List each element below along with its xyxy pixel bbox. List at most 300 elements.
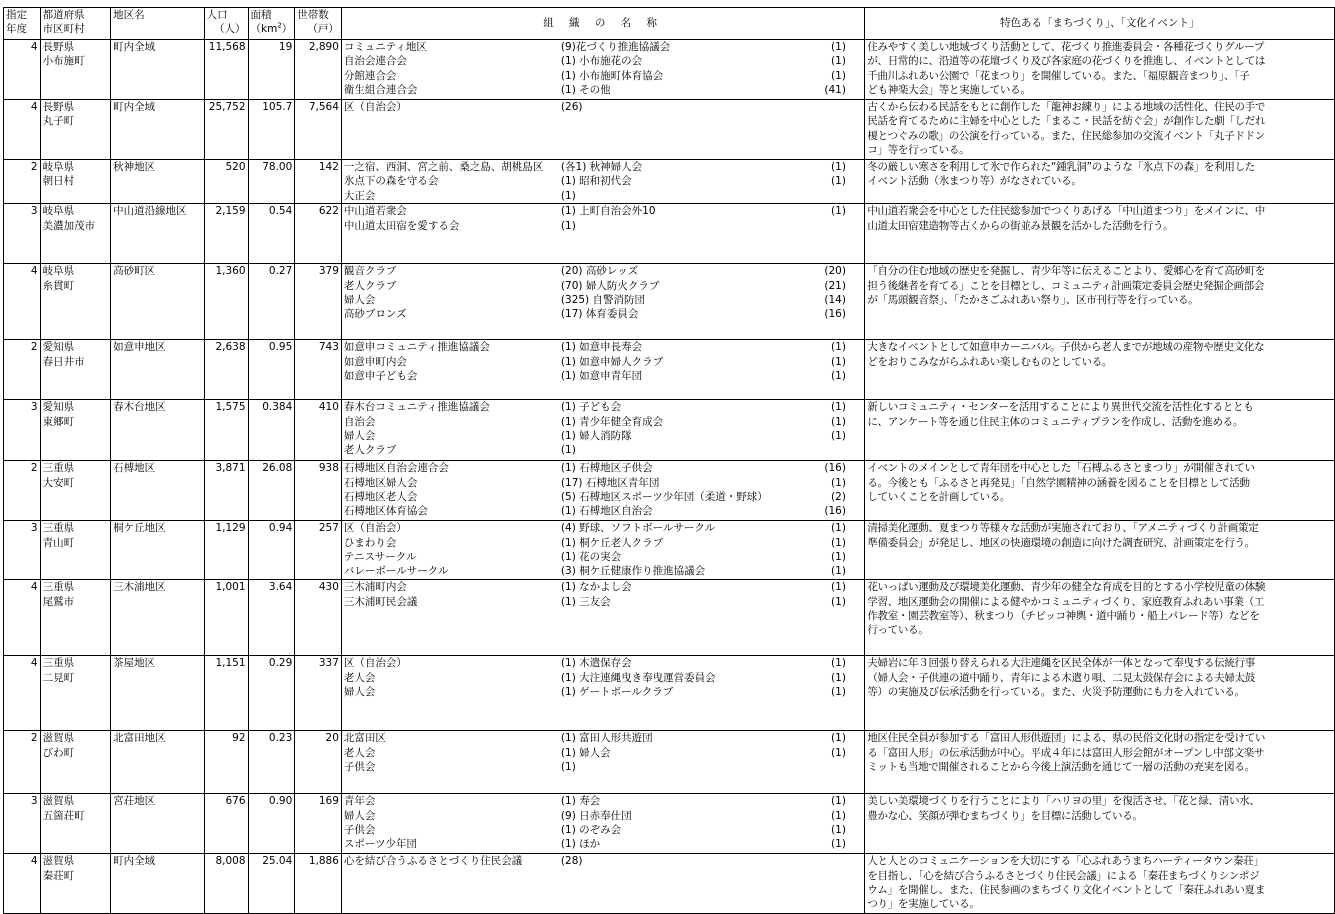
header-population-line1: 人口 (206, 9, 228, 21)
municipality-name: 秦荘町 (42, 869, 75, 882)
population-value: 1,360 (215, 265, 246, 278)
population-value: 1,575 (215, 401, 246, 414)
feature-text-line: （婦人会・子供連の道中踊り、青年による木遣り唄、二見太鼓保存会による夫婦太鼓 (867, 671, 1255, 684)
org-name: 区（自治会） (343, 522, 407, 535)
org-line (344, 279, 862, 293)
district-name: 秋神地区 (113, 161, 156, 173)
cell-year (4, 521, 41, 580)
cell-organizations (341, 264, 864, 340)
feature-text-line: が「馬頭観音祭」、「たかさごふれあい祭り」、区市刊行等を行っている。 (867, 293, 1199, 306)
org-count (821, 100, 846, 114)
org-name-secondary: (1) 婦人会 (560, 746, 611, 759)
header-district-label: 地区名 (113, 9, 145, 21)
year-value: 3 (30, 522, 38, 535)
org-name-secondary: (17) 体育委員会 (560, 308, 639, 321)
cell-features (865, 100, 1335, 160)
org-count (821, 219, 846, 233)
cell-features (865, 264, 1335, 340)
org-name-secondary: (1) (560, 760, 576, 773)
cell-features (865, 40, 1335, 100)
cell-features (865, 731, 1335, 794)
municipality-name: 大安町 (42, 476, 75, 489)
org-count: (1) (831, 838, 846, 851)
org-name-secondary: (1) (560, 189, 576, 202)
org-count: (1) (831, 205, 846, 218)
cell-area (248, 731, 295, 794)
cell-households (295, 461, 342, 521)
cell-district (111, 580, 204, 656)
prefecture-name: 愛知県 (42, 401, 75, 414)
area-value: 0.384 (262, 401, 293, 414)
cell-organizations (341, 521, 864, 580)
cell-population (204, 204, 248, 264)
org-name: 区（自治会） (343, 101, 407, 113)
table-row (4, 580, 1335, 656)
year-value: 4 (30, 657, 38, 670)
org-line (344, 595, 862, 609)
org-name: 高砂ブロンズ (343, 308, 407, 321)
table-row (4, 264, 1335, 340)
population-value: 11,568 (208, 41, 246, 53)
org-line (344, 54, 862, 68)
cell-population (204, 580, 248, 656)
cell-year (4, 400, 41, 461)
feature-text-line: つり」を実施している。 (867, 898, 980, 911)
cell-population (204, 656, 248, 731)
cell-organizations (341, 731, 864, 794)
cell-prefecture (40, 204, 111, 264)
org-count: (1) (831, 536, 846, 549)
org-name: 区（自治会） (343, 657, 407, 670)
header-area-unit-pre: （km (250, 23, 278, 36)
district-name: 町内全域 (113, 101, 156, 113)
org-line (344, 490, 862, 504)
org-name-secondary: (1) (560, 444, 576, 457)
org-count: (2) (831, 490, 846, 503)
cell-area (248, 40, 295, 100)
municipality-name: 丸子町 (42, 115, 75, 128)
org-count: (20) (824, 265, 846, 278)
year-value: 4 (30, 855, 38, 868)
org-count: (1) (831, 69, 846, 82)
org-line (344, 476, 862, 490)
header-pref-line1: 都道府県 (42, 9, 85, 21)
cell-organizations (341, 100, 864, 160)
feature-text-line: る「富田人形」の伝承活動が中心。平成４年には富田人形会館がオープンし中部文楽サ (867, 746, 1265, 759)
org-count: (1) (831, 746, 846, 759)
org-line (344, 189, 862, 203)
households-value: 257 (318, 522, 339, 535)
cell-households (295, 340, 342, 400)
prefecture-name: 長野県 (42, 101, 75, 113)
municipality-name: 春日井市 (42, 355, 85, 368)
district-name: 石榑地区 (113, 462, 156, 475)
cell-organizations (341, 340, 864, 400)
org-count: (16) (824, 462, 846, 475)
feature-text-line: 等）の実施及び伝承活動を行っている。また、火災予防運動にも力を入れている。 (867, 685, 1245, 698)
cell-district (111, 461, 204, 521)
table-row (4, 854, 1335, 914)
feature-text-line: 豊かな心、笑顔が弾むまちづくり」を目標に活動している。 (867, 809, 1143, 822)
cell-area (248, 521, 295, 580)
org-count: (1) (831, 355, 846, 368)
feature-text-line: 山道太田宿建造物等古くからの街並み景観を活かした活動を行う。 (867, 219, 1174, 232)
table-row (4, 204, 1335, 264)
feature-text-line: る。今後とも「ふるさと再発見」「自然学園精神の涵養を図ることを目標として活動 (867, 476, 1250, 489)
table-row (4, 731, 1335, 794)
cell-population (204, 794, 248, 854)
district-name: 春木台地区 (113, 401, 166, 414)
cell-households (295, 521, 342, 580)
cell-features (865, 854, 1335, 914)
org-name: 子供会 (343, 760, 376, 773)
org-count: (14) (824, 293, 846, 306)
org-name: 自治会 (343, 415, 376, 428)
org-name-secondary: (1) 大注連縄曳き奉曳運営委員会 (560, 671, 716, 684)
cell-prefecture (40, 794, 111, 854)
org-name-secondary: (1) 花の実会 (560, 550, 622, 563)
area-value: 0.54 (268, 205, 293, 218)
feature-text-line: 古くから伝わる民話をもとに創作した「龍神お練り」による地域の活性化、住民の手で (867, 101, 1266, 113)
cell-year (4, 100, 41, 160)
table-row (4, 794, 1335, 854)
org-name: 石榑地区婦人会 (343, 476, 418, 489)
org-name: バレーボールサークル (343, 565, 449, 578)
org-name-secondary: (20) 高砂レッズ (560, 265, 639, 278)
org-count: (1) (831, 341, 846, 354)
org-name: 三木浦町民会議 (343, 595, 418, 608)
org-name: 春木台コミュニティ推進協議会 (343, 401, 490, 414)
header-organizations: 組 織 の 名 称 (341, 8, 864, 40)
feature-text-line: 「自分の住む地域の歴史を発掘し、青少年等に伝えることより、愛郷心を育て高砂町を (867, 265, 1266, 278)
cell-households (295, 794, 342, 854)
feature-text-line: ミットも当地で開催されることから今後上演活動を通じて一層の活動の充実を図る。 (867, 760, 1255, 773)
households-value: 938 (318, 462, 339, 475)
org-name: 老人クラブ (343, 279, 397, 292)
org-count: (16) (824, 308, 846, 321)
org-name: 如意申コミュニティ推進協議会 (343, 341, 490, 354)
org-name: 大正会 (343, 189, 376, 202)
feature-text-line: 学習、地区運動会の開催による健やかコミュニティづくり、家庭教育ふれあい事業（工 (867, 595, 1265, 608)
org-name: 心を結び合うふるさとづくり住民会議 (343, 855, 523, 868)
cell-area (248, 580, 295, 656)
feature-text-line: 千曲川ふれあい公園で「花まつり」を開催している。また、「福原観音まつり」、「子 (867, 69, 1250, 82)
org-line (344, 69, 862, 83)
org-name: 石榑地区自治会連合会 (343, 462, 449, 475)
table-row (4, 656, 1335, 731)
year-value: 2 (30, 732, 38, 745)
org-name-secondary: (1) 三友会 (560, 595, 611, 608)
cell-features (865, 204, 1335, 264)
header-year (4, 8, 41, 40)
org-line (344, 794, 862, 808)
cell-organizations (341, 794, 864, 854)
cell-population (204, 400, 248, 461)
org-name: 婦人会 (343, 429, 376, 442)
org-name-secondary: (1) 昭和初代会 (560, 175, 632, 188)
header-households-line1: 世帯数 (297, 9, 329, 21)
year-value: 3 (30, 401, 38, 414)
municipality-name: 青山町 (42, 536, 75, 549)
organization-table (3, 7, 1335, 914)
cell-year (4, 461, 41, 521)
header-households-line2: （戸） (307, 23, 339, 36)
cell-population (204, 340, 248, 400)
header-prefecture (40, 8, 111, 40)
org-line (344, 340, 862, 354)
feature-text-line: 大きなイベントとして如意申カーニバル。子供から老人までが地域の産物や歴史文化な (867, 341, 1265, 354)
households-value: 7,564 (308, 101, 339, 113)
org-name-secondary: (1) 富田人形共遊団 (560, 732, 653, 745)
org-count: (1) (831, 595, 846, 608)
households-value: 410 (318, 401, 339, 414)
cell-households (295, 400, 342, 461)
org-name-secondary: (5) 石榑地区スポーツ少年団（柔道・野球） (560, 490, 768, 503)
org-line (344, 204, 862, 218)
org-line (344, 219, 862, 233)
org-count: (1) (831, 522, 846, 535)
org-count: (1) (831, 55, 846, 68)
district-name: 宮荘地区 (113, 795, 156, 808)
cell-year (4, 264, 41, 340)
cell-district (111, 340, 204, 400)
org-name: 如意申町内会 (343, 355, 407, 368)
area-value: 0.29 (268, 657, 293, 670)
cell-year (4, 160, 41, 204)
district-name: 高砂町区 (113, 265, 156, 278)
feature-text-line: 行っている。 (867, 624, 929, 637)
org-line (344, 160, 862, 174)
households-value: 169 (318, 795, 339, 808)
org-count: (1) (831, 671, 846, 684)
header-area (248, 8, 295, 40)
table-row (4, 461, 1335, 521)
org-name-secondary: (1) ほか (560, 838, 601, 851)
org-name-secondary: (17) 石榑地区青年団 (560, 476, 660, 489)
cell-prefecture (40, 461, 111, 521)
feature-text-line: 中山道若衆会を中心とした住民総参加でつくりあげる「中山道まつり」をメインに、中 (867, 205, 1265, 218)
area-value: 0.23 (268, 732, 293, 745)
population-value: 25,752 (208, 101, 246, 113)
feature-text-line: 地区住民全員が参加する「富田人形供遊団」による、県の民俗文化財の指定を受けてい (867, 732, 1266, 745)
feature-text-line: イベント活動（氷まつり等）がなされている。 (867, 175, 1082, 188)
cell-prefecture (40, 854, 111, 914)
org-name-secondary: (3) 桐ケ丘健康作り推進協議会 (560, 565, 706, 578)
cell-prefecture (40, 400, 111, 461)
feature-text-line: 担う後継者を育てる」ことを目標とし、コミュニティ計画策定委員会歴史発掘企画部会 (867, 279, 1265, 292)
cell-prefecture (40, 731, 111, 794)
org-name: 中山道若衆会 (343, 205, 407, 218)
cell-area (248, 794, 295, 854)
feature-text-line: ども神楽大会」等と実施している。 (867, 84, 1031, 97)
households-value: 1,886 (308, 855, 339, 868)
header-area-line2 (251, 22, 293, 36)
households-value: 142 (318, 161, 339, 173)
population-value: 2,638 (215, 341, 246, 354)
cell-organizations (341, 160, 864, 204)
org-name-secondary: (9) 日赤奉仕団 (560, 809, 632, 822)
org-line (344, 760, 862, 774)
feature-text-line: に、アンケート等を通じ住民主体のコミュニティプランを作成し、活動を進める。 (867, 415, 1244, 428)
cell-district (111, 656, 204, 731)
year-value: 4 (30, 581, 38, 594)
prefecture-name: 三重県 (42, 657, 75, 670)
table-row (4, 521, 1335, 580)
cell-year (4, 340, 41, 400)
header-households (295, 8, 342, 40)
year-value: 2 (30, 161, 38, 173)
org-name-secondary: (1) なかよし会 (560, 581, 632, 594)
population-value: 3,871 (215, 462, 246, 475)
header-area-unit-post: ） (281, 23, 293, 36)
org-name-secondary: (4) 野球、ソフトボールサークル (560, 522, 716, 535)
cell-area (248, 656, 295, 731)
year-value: 3 (30, 795, 38, 808)
cell-district (111, 400, 204, 461)
feature-text-line: イベントのメインとして青年団を中心とした「石榑ふるさとまつり」が開催されてい (867, 462, 1255, 475)
org-name: テニスサークル (343, 550, 417, 563)
feature-text-line: が、日常的に、沿道等の花壇づくり及び各家庭の花づくりを推進し、イベントとしては (867, 55, 1266, 68)
feature-text-line: 住みやすく美しい地域づくり活動として、花づくり推進委員会・各種花づくりグループ (867, 41, 1265, 53)
district-name: 町内全域 (113, 855, 156, 868)
area-value: 0.27 (268, 265, 293, 278)
org-count: (41) (824, 84, 846, 97)
cell-area (248, 204, 295, 264)
prefecture-name: 三重県 (42, 522, 75, 535)
households-value: 743 (318, 341, 339, 354)
cell-prefecture (40, 160, 111, 204)
cell-households (295, 100, 342, 160)
district-name: 桐ケ丘地区 (113, 522, 166, 535)
org-line (344, 854, 862, 868)
cell-district (111, 731, 204, 794)
feature-text-line: を目指し、「心を結び合うふるさとづくり住民会議」による「秦荘まちづくりシンポジ (867, 869, 1260, 882)
cell-households (295, 160, 342, 204)
org-name: 中山道太田宿を愛する会 (343, 219, 460, 232)
org-count: (1) (831, 581, 846, 594)
org-line (344, 264, 862, 278)
feature-text-line: 夫婦岩に年３回張り替えられる大注連縄を区民全体が一体となって奉曳する伝統行事 (867, 657, 1255, 670)
cell-area (248, 854, 295, 914)
district-name: 北富田地区 (113, 732, 166, 745)
year-value: 4 (30, 265, 38, 278)
year-value: 4 (30, 101, 38, 113)
org-name: 老人会 (343, 746, 376, 759)
cell-district (111, 160, 204, 204)
org-name: 石榑地区老人会 (343, 490, 418, 503)
cell-features (865, 521, 1335, 580)
org-count: (1) (831, 415, 846, 428)
district-name: 三木浦地区 (113, 581, 166, 594)
area-value: 0.90 (268, 795, 293, 808)
org-name-secondary: (1) 木遣保存会 (560, 657, 632, 670)
org-line (344, 369, 862, 383)
population-value: 676 (225, 795, 246, 808)
area-value: 3.64 (268, 581, 293, 594)
org-line (344, 293, 862, 307)
area-value: 25.04 (262, 855, 293, 868)
area-value: 26.08 (262, 462, 293, 475)
households-value: 337 (318, 657, 339, 670)
cell-features (865, 400, 1335, 461)
org-name-secondary: (26) (560, 101, 583, 113)
feature-text-line: 作教室・園芸教室等）、秋まつり（チビッコ神輿・道中踊り・船上パレード等）などを (867, 609, 1260, 622)
cell-organizations (341, 400, 864, 461)
org-name: ひまわり会 (343, 536, 397, 549)
cell-households (295, 656, 342, 731)
org-name-secondary: (1) 青少年健全育成会 (560, 415, 664, 428)
prefecture-name: 岐阜県 (42, 161, 75, 173)
households-value: 430 (318, 581, 339, 594)
org-name-secondary: (1) (560, 219, 576, 232)
header-district (111, 8, 204, 40)
org-name: 婦人会 (343, 685, 376, 698)
header-row (4, 8, 1335, 40)
org-name-secondary: (325) 自警消防団 (560, 293, 645, 306)
table-row (4, 40, 1335, 100)
org-name-secondary: (9)花づくり推進協議会 (560, 41, 671, 53)
org-count: (1) (831, 161, 846, 173)
cell-area (248, 400, 295, 461)
prefecture-name: 三重県 (42, 462, 75, 475)
population-value: 92 (232, 732, 246, 745)
org-line (344, 550, 862, 564)
households-value: 379 (318, 265, 339, 278)
org-name-secondary: (1) その他 (560, 84, 611, 97)
cell-district (111, 854, 204, 914)
table-row (4, 100, 1335, 160)
municipality-name: 五箇荘町 (42, 809, 85, 822)
cell-prefecture (40, 340, 111, 400)
municipality-name: 糸貫町 (42, 279, 75, 292)
header-population (204, 8, 248, 40)
org-count (821, 443, 846, 457)
org-name-secondary: (1) 上町自治会外10 (560, 205, 656, 218)
org-line (344, 307, 862, 321)
municipality-name: 美濃加茂市 (42, 219, 96, 232)
prefecture-name: 滋賀県 (42, 732, 75, 745)
cell-district (111, 264, 204, 340)
cell-households (295, 731, 342, 794)
org-count: (1) (831, 795, 846, 808)
municipality-name: びわ町 (42, 746, 75, 759)
cell-prefecture (40, 40, 111, 100)
feature-text-line: 榎とつぐみの歌」の公演を行っている。また、住民総参加の交流イベント「丸子ドドン (867, 129, 1265, 142)
org-count: (1) (831, 823, 846, 836)
area-value: 19 (278, 41, 293, 53)
cell-organizations (341, 461, 864, 521)
org-line (344, 429, 862, 443)
org-line (344, 415, 862, 429)
cell-population (204, 854, 248, 914)
municipality-name: 朝日村 (42, 175, 75, 188)
table-row (4, 400, 1335, 461)
org-name: 自治会連合会 (343, 55, 407, 68)
header-year-line2: 年度 (6, 23, 27, 36)
population-value: 8,008 (215, 855, 246, 868)
households-value: 2,890 (308, 41, 339, 53)
feature-text-line: 新しいコミュニティ・センターを活用することにより異世代交流を活性化するととも (867, 401, 1254, 414)
org-count: (1) (831, 685, 846, 698)
org-name: スポーツ少年団 (343, 838, 418, 851)
households-value: 622 (318, 205, 339, 218)
cell-district (111, 794, 204, 854)
org-count (821, 189, 846, 203)
org-name: 老人クラブ (343, 444, 397, 457)
org-line (344, 671, 862, 685)
cell-district (111, 521, 204, 580)
org-name: 老人会 (343, 671, 376, 684)
